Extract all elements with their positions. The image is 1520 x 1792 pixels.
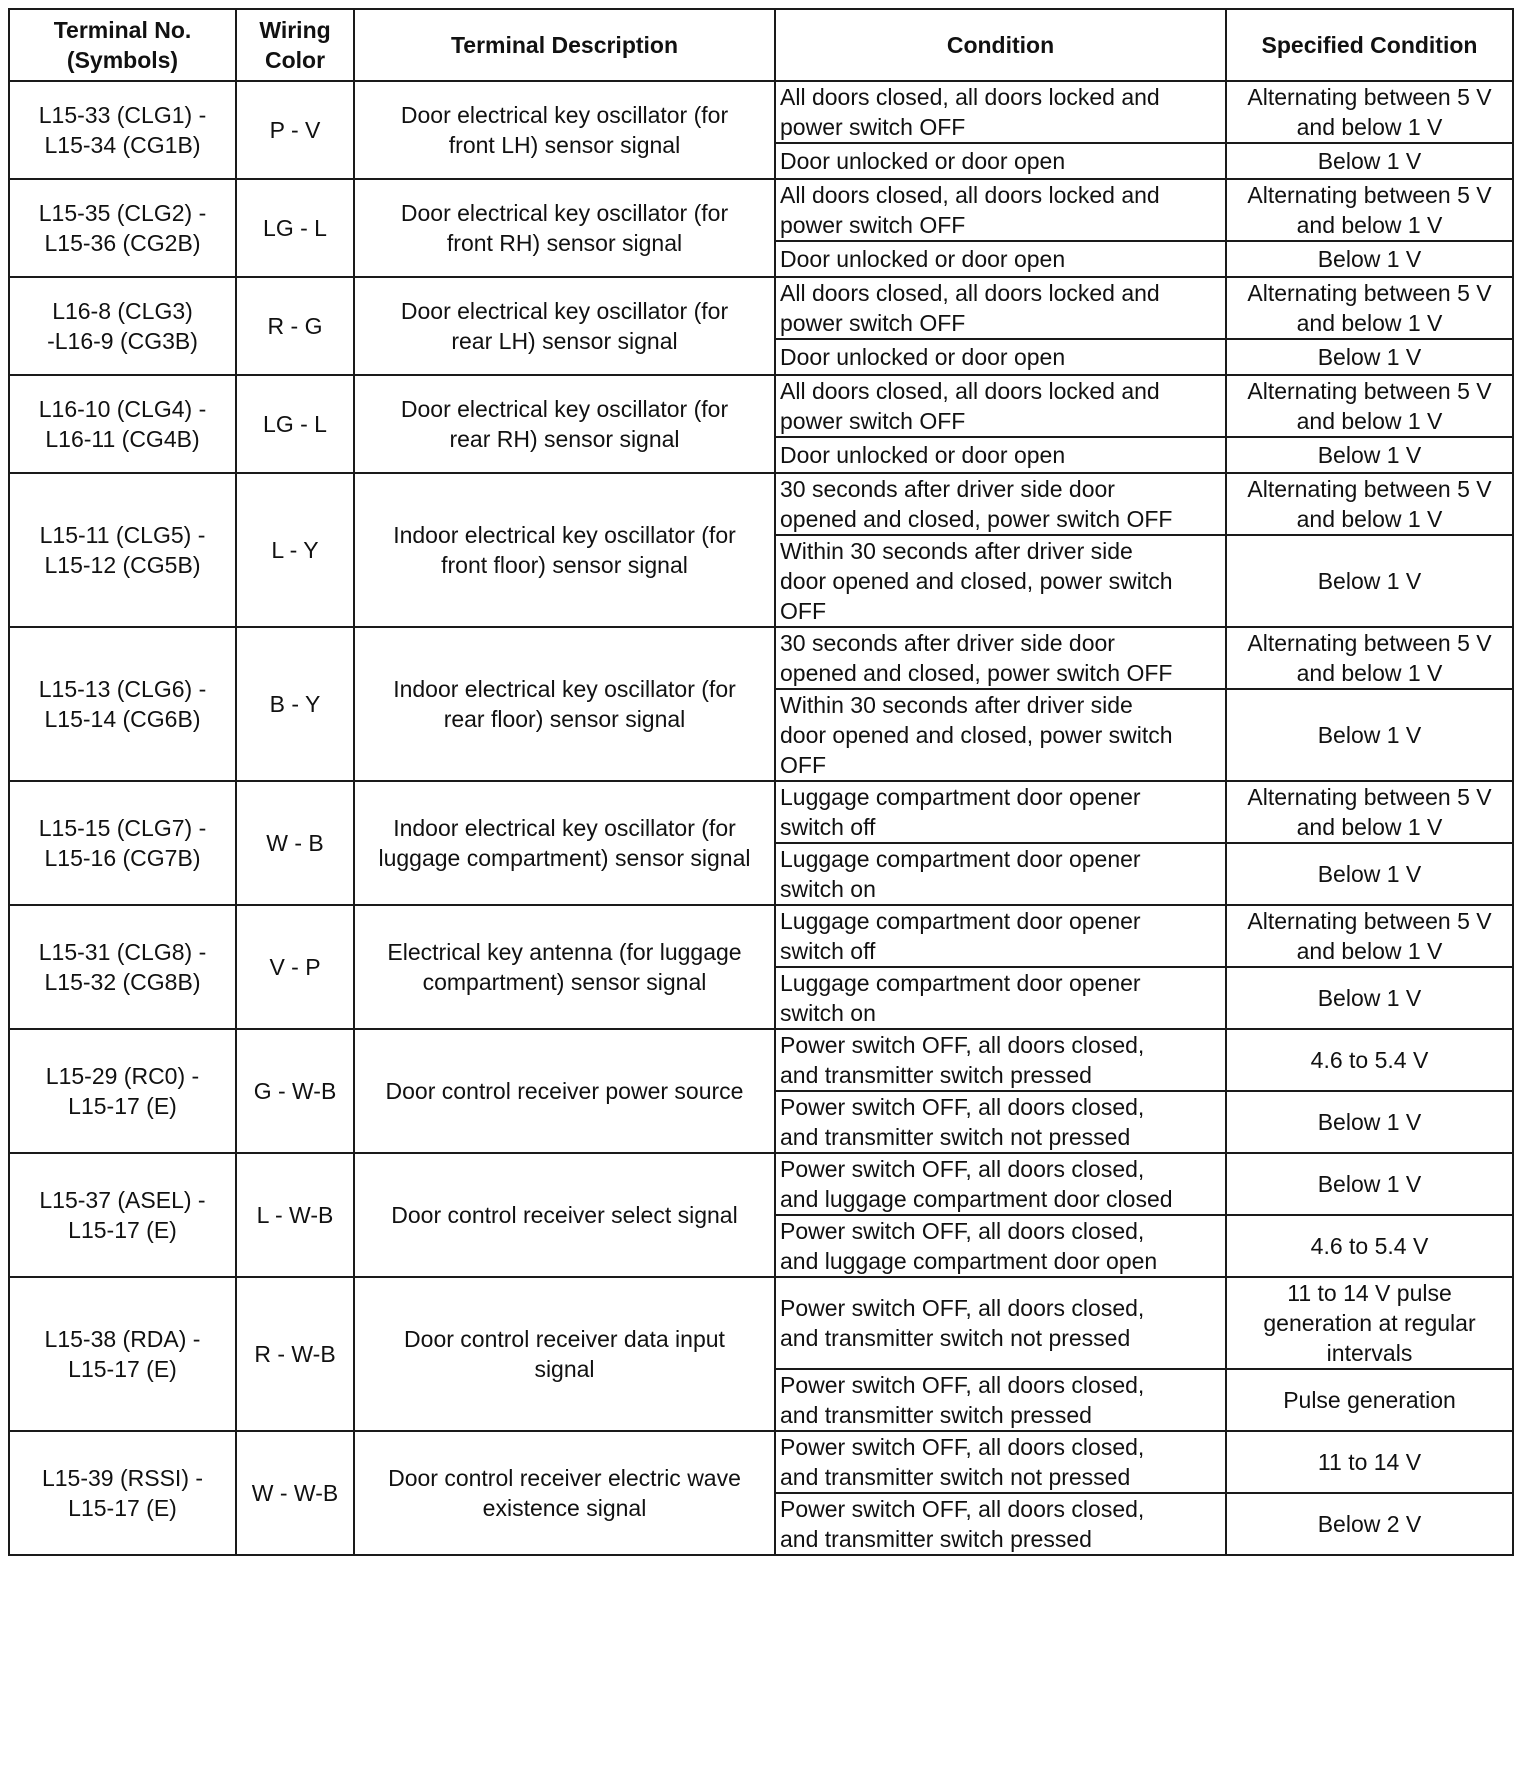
description-cell: Door electrical key oscillator (for front RH) sensor signal <box>354 179 775 277</box>
terminal-cell: L15-31 (CLG8) - L15-32 (CG8B) <box>9 905 236 1029</box>
header-terminal-description: Terminal Description <box>354 9 775 81</box>
description-cell: Indoor electrical key oscillator (for luggage compartment) sensor signal <box>354 781 775 905</box>
condition-cell: Door unlocked or door open <box>775 339 1226 375</box>
description-cell: Indoor electrical key oscillator (for front floor) sensor signal <box>354 473 775 627</box>
description-cell: Door control receiver electric wave existence signal <box>354 1431 775 1555</box>
description-cell: Door control receiver select signal <box>354 1153 775 1277</box>
header-wiring-color: Wiring Color <box>236 9 354 81</box>
table-row <box>9 1431 1513 1493</box>
condition-cell: Within 30 seconds after driver side door opened and closed, power switch OFF <box>775 689 1226 781</box>
wiring-color-cell: LG - L <box>236 179 354 277</box>
wiring-color-cell: W - B <box>236 781 354 905</box>
specified-condition-cell: Alternating between 5 V and below 1 V <box>1226 375 1513 437</box>
wiring-color-cell: L - Y <box>236 473 354 627</box>
terminal-cell: L15-13 (CLG6) - L15-14 (CG6B) <box>9 627 236 781</box>
table-row <box>9 905 1513 967</box>
specified-condition-cell: Below 1 V <box>1226 535 1513 627</box>
condition-cell: Luggage compartment door opener switch off <box>775 781 1226 843</box>
table-row <box>9 375 1513 437</box>
wiring-color-cell: L - W-B <box>236 1153 354 1277</box>
table-row <box>9 179 1513 241</box>
specified-condition-cell: Below 1 V <box>1226 339 1513 375</box>
condition-cell: All doors closed, all doors locked and power switch OFF <box>775 375 1226 437</box>
specified-condition-cell: Alternating between 5 V and below 1 V <box>1226 781 1513 843</box>
description-cell: Door control receiver power source <box>354 1029 775 1153</box>
terminal-cell: L15-37 (ASEL) - L15-17 (E) <box>9 1153 236 1277</box>
terminal-cell: L15-38 (RDA) - L15-17 (E) <box>9 1277 236 1431</box>
condition-cell: Door unlocked or door open <box>775 241 1226 277</box>
specified-condition-cell: Alternating between 5 V and below 1 V <box>1226 179 1513 241</box>
wiring-color-cell: R - W-B <box>236 1277 354 1431</box>
condition-cell: Power switch OFF, all doors closed, and transmitter switch pressed <box>775 1493 1226 1555</box>
specified-condition-cell: Alternating between 5 V and below 1 V <box>1226 473 1513 535</box>
description-cell: Electrical key antenna (for luggage compartment) sensor signal <box>354 905 775 1029</box>
condition-cell: Luggage compartment door opener switch on <box>775 967 1226 1029</box>
table-body <box>9 81 1513 1555</box>
table-row <box>9 1153 1513 1215</box>
specified-condition-cell: Below 1 V <box>1226 143 1513 179</box>
condition-cell: Power switch OFF, all doors closed, and transmitter switch not pressed <box>775 1277 1226 1369</box>
terminal-cell: L16-10 (CLG4) - L16-11 (CG4B) <box>9 375 236 473</box>
table-row <box>9 627 1513 689</box>
condition-cell: Power switch OFF, all doors closed, and transmitter switch pressed <box>775 1369 1226 1431</box>
condition-cell: All doors closed, all doors locked and power switch OFF <box>775 179 1226 241</box>
specified-condition-cell: Below 1 V <box>1226 437 1513 473</box>
condition-cell: Luggage compartment door opener switch off <box>775 905 1226 967</box>
description-cell: Door control receiver data input signal <box>354 1277 775 1431</box>
table-row <box>9 81 1513 143</box>
table-row <box>9 277 1513 339</box>
condition-cell: Power switch OFF, all doors closed, and luggage compartment door open <box>775 1215 1226 1277</box>
specified-condition-cell: Below 1 V <box>1226 843 1513 905</box>
wiring-color-cell: W - W-B <box>236 1431 354 1555</box>
specified-condition-cell: 4.6 to 5.4 V <box>1226 1029 1513 1091</box>
condition-cell: Power switch OFF, all doors closed, and luggage compartment door closed <box>775 1153 1226 1215</box>
terminal-cell: L15-35 (CLG2) - L15-36 (CG2B) <box>9 179 236 277</box>
header-specified-condition: Specified Condition <box>1226 9 1513 81</box>
condition-cell: All doors closed, all doors locked and power switch OFF <box>775 81 1226 143</box>
condition-cell: 30 seconds after driver side door opened and closed, power switch OFF <box>775 627 1226 689</box>
header-terminal: Terminal No. (Symbols) <box>9 9 236 81</box>
header-row <box>9 9 1513 81</box>
header-condition: Condition <box>775 9 1226 81</box>
condition-cell: 30 seconds after driver side door opened and closed, power switch OFF <box>775 473 1226 535</box>
condition-cell: Door unlocked or door open <box>775 437 1226 473</box>
specified-condition-cell: Below 1 V <box>1226 241 1513 277</box>
wiring-color-cell: G - W-B <box>236 1029 354 1153</box>
terminal-inspection-table <box>8 8 1514 1556</box>
condition-cell: Power switch OFF, all doors closed, and transmitter switch pressed <box>775 1029 1226 1091</box>
specified-condition-cell: Alternating between 5 V and below 1 V <box>1226 627 1513 689</box>
specified-condition-cell: Alternating between 5 V and below 1 V <box>1226 81 1513 143</box>
description-cell: Door electrical key oscillator (for rear LH) sensor signal <box>354 277 775 375</box>
terminal-cell: L15-15 (CLG7) - L15-16 (CG7B) <box>9 781 236 905</box>
description-cell: Door electrical key oscillator (for rear RH) sensor signal <box>354 375 775 473</box>
terminal-cell: L15-33 (CLG1) - L15-34 (CG1B) <box>9 81 236 179</box>
specified-condition-cell: Below 2 V <box>1226 1493 1513 1555</box>
condition-cell: All doors closed, all doors locked and power switch OFF <box>775 277 1226 339</box>
terminal-cell: L15-11 (CLG5) - L15-12 (CG5B) <box>9 473 236 627</box>
condition-cell: Power switch OFF, all doors closed, and transmitter switch not pressed <box>775 1431 1226 1493</box>
condition-cell: Luggage compartment door opener switch on <box>775 843 1226 905</box>
table-row <box>9 1277 1513 1369</box>
specified-condition-cell: Pulse generation <box>1226 1369 1513 1431</box>
terminal-cell: L16-8 (CLG3) -L16-9 (CG3B) <box>9 277 236 375</box>
wiring-color-cell: B - Y <box>236 627 354 781</box>
condition-cell: Within 30 seconds after driver side door opened and closed, power switch OFF <box>775 535 1226 627</box>
table-row <box>9 781 1513 843</box>
specified-condition-cell: 4.6 to 5.4 V <box>1226 1215 1513 1277</box>
specified-condition-cell: Below 1 V <box>1226 1091 1513 1153</box>
specified-condition-cell: Alternating between 5 V and below 1 V <box>1226 905 1513 967</box>
terminal-cell: L15-29 (RC0) - L15-17 (E) <box>9 1029 236 1153</box>
table-row <box>9 1029 1513 1091</box>
table-row <box>9 473 1513 535</box>
specified-condition-cell: Below 1 V <box>1226 1153 1513 1215</box>
condition-cell: Power switch OFF, all doors closed, and transmitter switch not pressed <box>775 1091 1226 1153</box>
specified-condition-cell: Below 1 V <box>1226 689 1513 781</box>
description-cell: Door electrical key oscillator (for front LH) sensor signal <box>354 81 775 179</box>
terminal-cell: L15-39 (RSSI) - L15-17 (E) <box>9 1431 236 1555</box>
wiring-color-cell: P - V <box>236 81 354 179</box>
specified-condition-cell: Below 1 V <box>1226 967 1513 1029</box>
wiring-color-cell: V - P <box>236 905 354 1029</box>
description-cell: Indoor electrical key oscillator (for rear floor) sensor signal <box>354 627 775 781</box>
specified-condition-cell: Alternating between 5 V and below 1 V <box>1226 277 1513 339</box>
wiring-color-cell: R - G <box>236 277 354 375</box>
wiring-color-cell: LG - L <box>236 375 354 473</box>
specified-condition-cell: 11 to 14 V pulse generation at regular intervals <box>1226 1277 1513 1369</box>
condition-cell: Door unlocked or door open <box>775 143 1226 179</box>
specified-condition-cell: 11 to 14 V <box>1226 1431 1513 1493</box>
